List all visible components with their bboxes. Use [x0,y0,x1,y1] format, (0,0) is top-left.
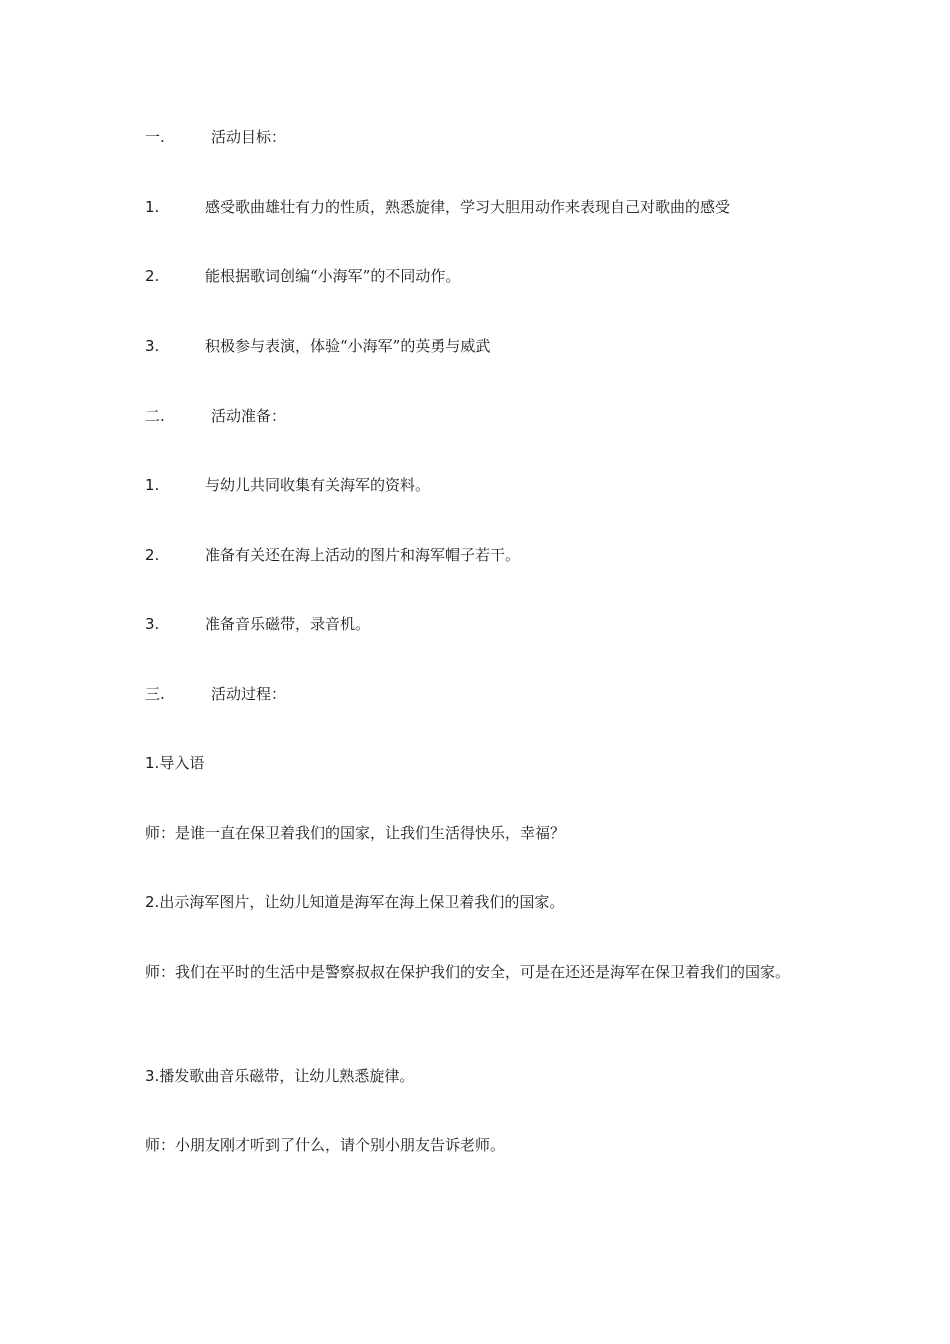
section-title: 活动目标： [211,128,287,146]
section-number: 一. [145,128,165,146]
list-number: 3. [145,337,160,355]
section-number: 三. [145,685,165,703]
teacher-line-3 [145,1135,505,1155]
step-number: 2. [145,893,160,911]
teacher-line-2 [145,957,805,987]
list-number: 1. [145,476,160,494]
section-heading-goals [145,127,286,147]
paragraph-text: 师：我们在平时的生活中是警察叔叔在保护我们的安全，可是在还还是海军在保卫着我们的国家。 [145,963,791,981]
list-item-prep-1 [145,475,430,495]
step-number: 3. [145,1067,160,1085]
list-text: 能根据歌词创编“小海军”的不同动作。 [205,267,461,285]
list-text: 感受歌曲雄壮有力的性质，熟悉旋律，学习大胆用动作来表现自己对歌曲的感受 [205,198,731,216]
step-1 [145,753,204,773]
teacher-line-1 [145,823,565,843]
step-text: 出示海军图片，让幼儿知道是海军在海上保卫着我们的国家。 [159,893,565,911]
list-text: 积极参与表演，体验“小海军”的英勇与威武 [205,337,491,355]
list-item-prep-2 [145,545,520,565]
section-heading-process [145,684,286,704]
list-item-goal-1 [145,197,730,217]
list-number: 2. [145,546,160,564]
step-number: 1. [145,754,160,772]
paragraph-text: 师：是谁一直在保卫着我们的国家，让我们生活得快乐，幸福？ [145,824,566,842]
list-number: 1. [145,198,160,216]
step-3 [145,1066,414,1086]
step-text: 导入语 [159,754,205,772]
list-item-goal-3 [145,336,490,356]
list-text: 准备音乐磁带，录音机。 [205,615,371,633]
section-number: 二. [145,407,165,425]
list-item-prep-3 [145,614,370,634]
list-number: 3. [145,615,160,633]
section-heading-preparation [145,406,286,426]
section-title: 活动准备： [211,407,287,425]
list-item-goal-2 [145,266,460,286]
list-text: 与幼儿共同收集有关海军的资料。 [205,476,431,494]
step-text: 播发歌曲音乐磁带，让幼儿熟悉旋律。 [159,1067,415,1085]
step-2 [145,892,564,912]
section-title: 活动过程： [211,685,287,703]
list-text: 准备有关还在海上活动的图片和海军帽子若干。 [205,546,521,564]
paragraph-text: 师：小朋友刚才听到了什么，请个别小朋友告诉老师。 [145,1136,506,1154]
list-number: 2. [145,267,160,285]
